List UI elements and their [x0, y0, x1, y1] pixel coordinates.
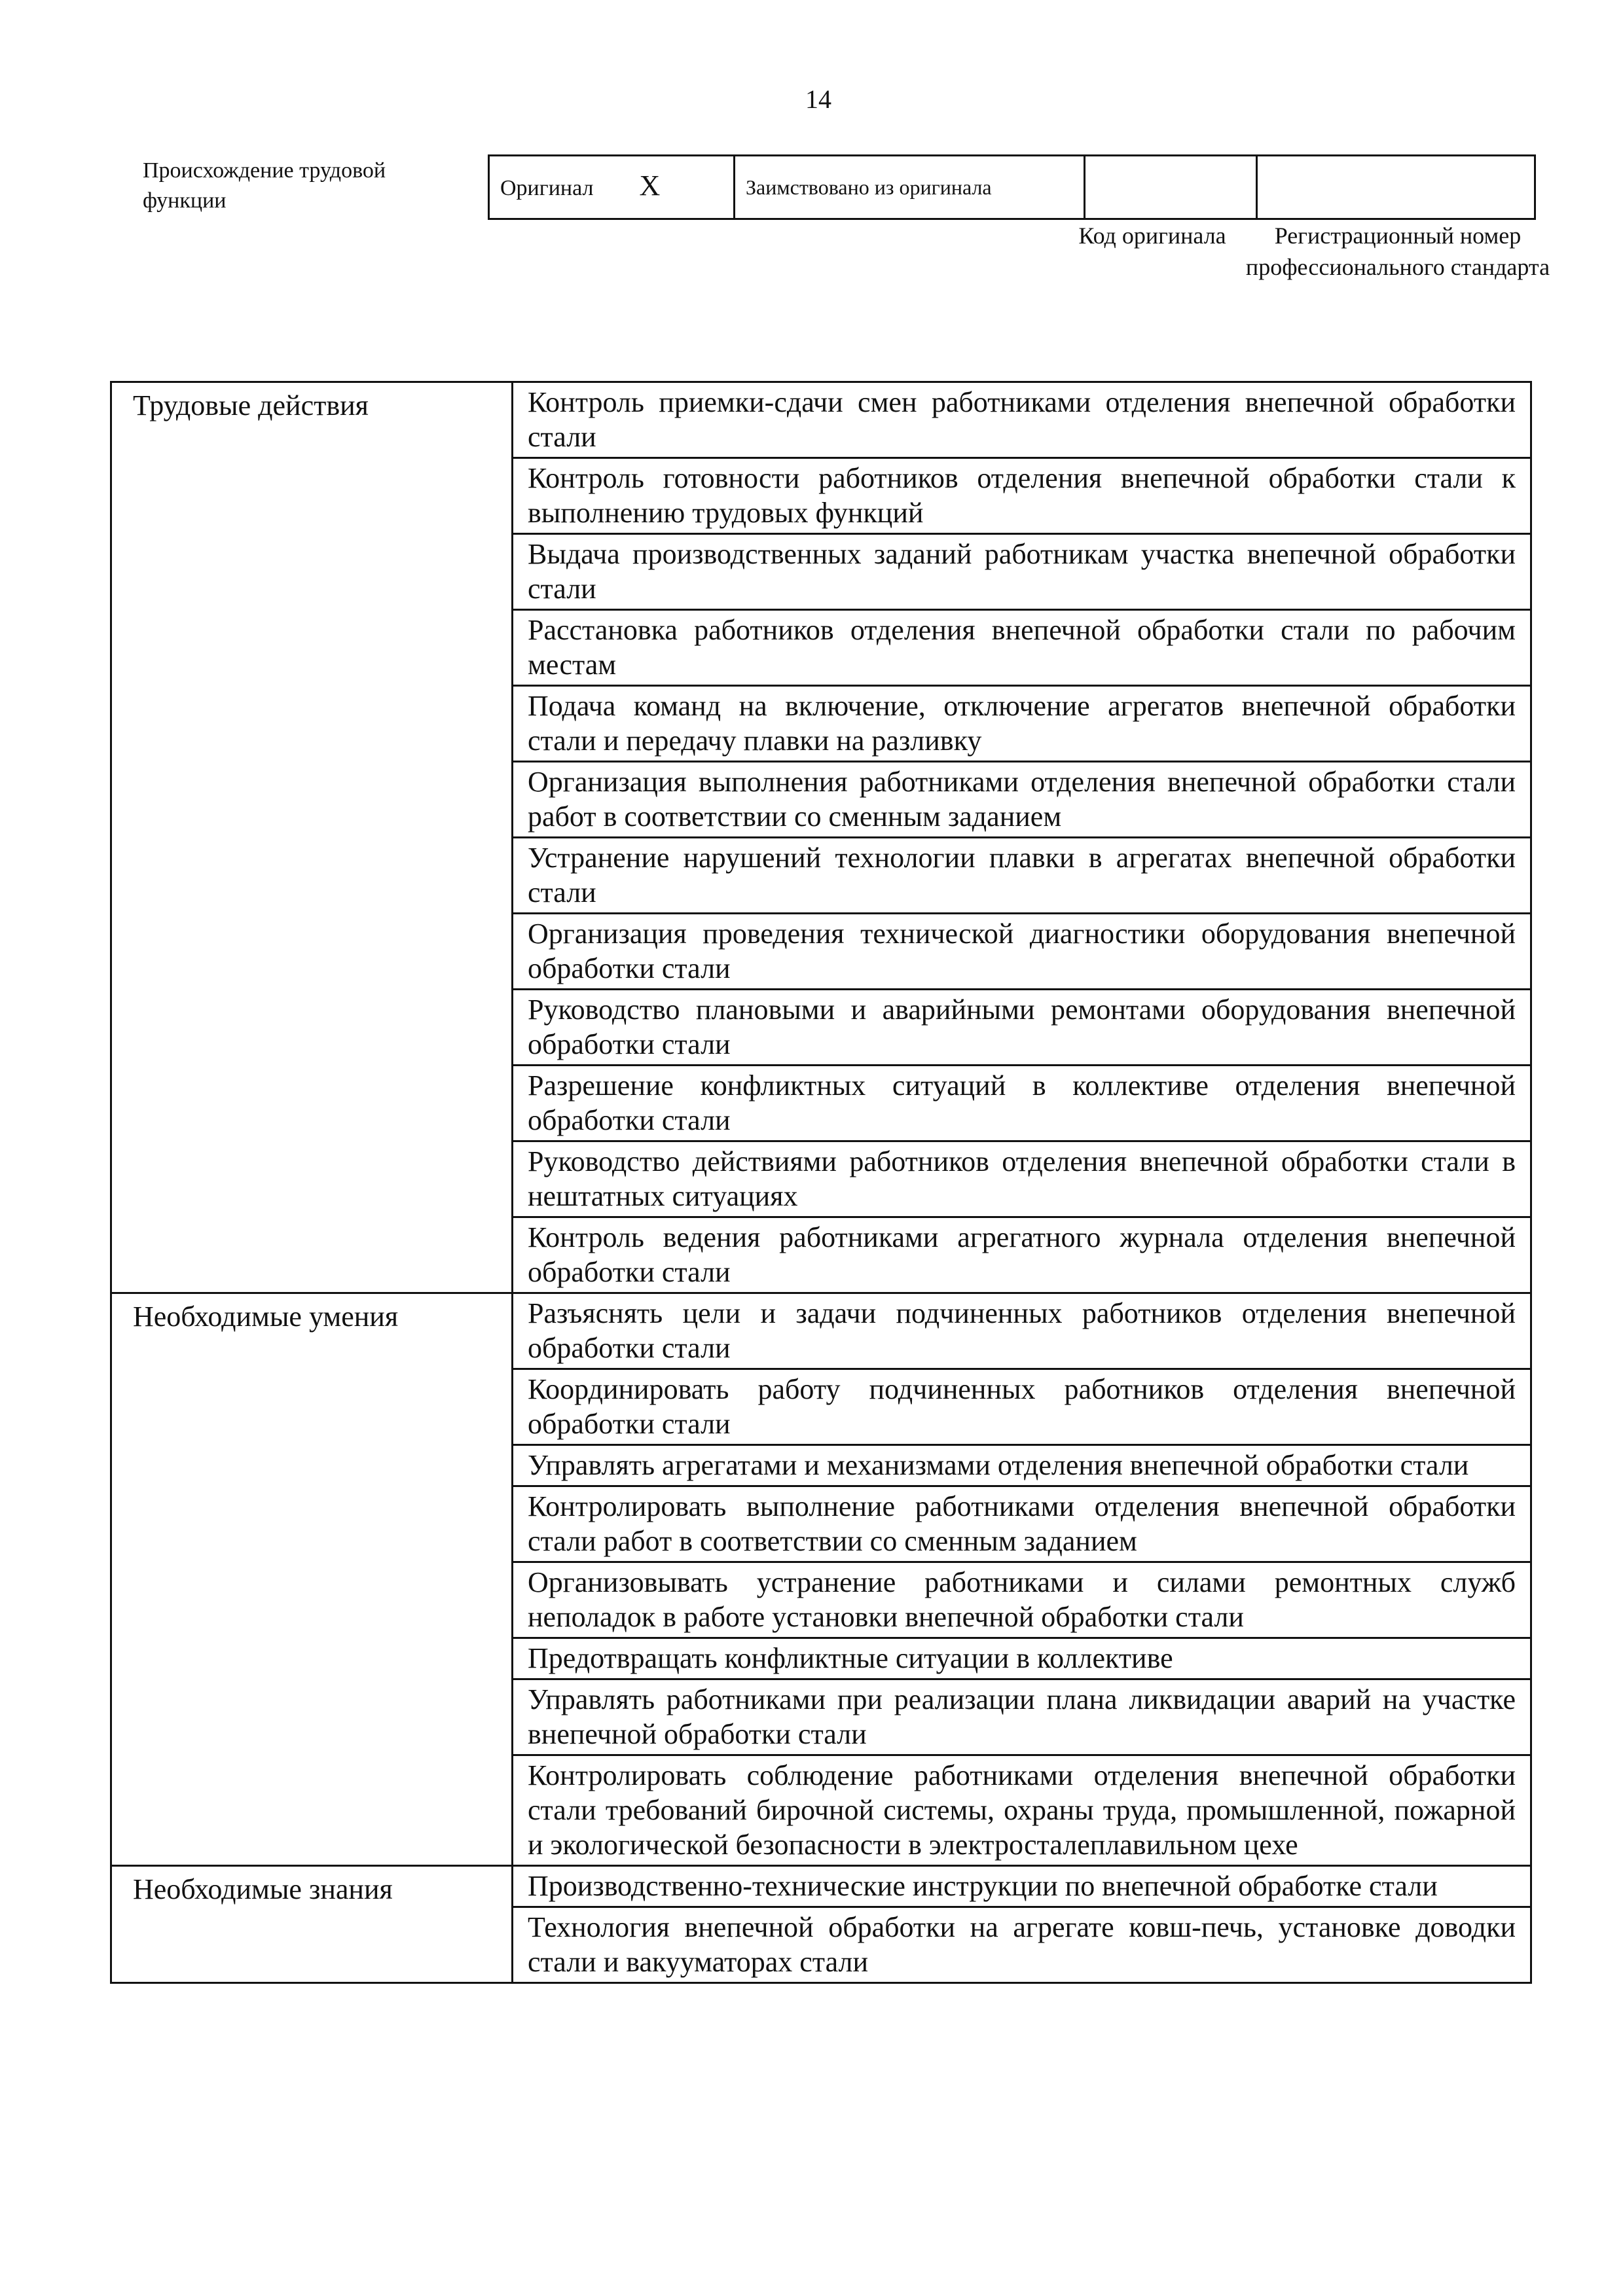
- origin-reg-caption: Регистрационный номер профессионального стандарта: [1245, 223, 1550, 280]
- section-item: Контроль приемки-сдачи смен работниками отделения внепечной обработки стали: [513, 382, 1531, 458]
- section-item: Расстановка работников отделения внепечной обработки стали по рабочим местам: [513, 610, 1531, 686]
- section-item: Организация выполнения работниками отделения внепечной обработки стали работ в соответствии со сменным заданием: [513, 762, 1531, 838]
- section-item: Координировать работу подчиненных работников отделения внепечной обработки стали: [513, 1369, 1531, 1445]
- section-item: Предотвращать конфликтные ситуации в коллективе: [513, 1638, 1531, 1679]
- origin-borrowed-cell: [735, 156, 1085, 219]
- section-item: Руководство плановыми и аварийными ремонтами оборудования внепечной обработки стали: [513, 990, 1531, 1066]
- section-item: Контроль готовности работников отделения внепечной обработки стали к выполнению трудовых функций: [513, 458, 1531, 534]
- section-item: Технология внепечной обработки на агрегате ковш-печь, установке доводки стали и вакууматорах стали: [513, 1907, 1531, 1983]
- table-row: [111, 1866, 1531, 1907]
- origin-borrowed-label: Заимствовано из оригинала: [746, 175, 992, 199]
- section-item: Контролировать соблюдение работниками отделения внепечной обработки стали требований бирочной системы, охраны труда, промышленной, пожарной и экологической безопасности в электросталеплавильном цехе: [513, 1755, 1531, 1866]
- page-number: 14: [805, 84, 831, 114]
- labor-function-table: [110, 381, 1532, 1984]
- section-title: Необходимые знания: [111, 1866, 513, 1983]
- section-title: Трудовые действия: [111, 382, 513, 1293]
- section-item: Разъяснять цели и задачи подчиненных работников отделения внепечной обработки стали: [513, 1293, 1531, 1369]
- labor-function-table-body: [111, 382, 1531, 1983]
- origin-original-label: Оригинал: [500, 176, 594, 200]
- origin-code-caption: Код оригинала: [1078, 223, 1226, 249]
- section-item: Управлять агрегатами и механизмами отделения внепечной обработки стали: [513, 1445, 1531, 1486]
- section-item: Управлять работниками при реализации плана ликвидации аварий на участке внепечной обработки стали: [513, 1679, 1531, 1755]
- section-item: Руководство действиями работников отделения внепечной обработки стали в нештатных ситуациях: [513, 1141, 1531, 1217]
- section-item: Организация проведения технической диагностики оборудования внепечной обработки стали: [513, 914, 1531, 990]
- section-title: Необходимые умения: [111, 1293, 513, 1866]
- origin-table: [488, 154, 1536, 220]
- section-item: Организовывать устранение работниками и силами ремонтных служб неполадок в работе установки внепечной обработки стали: [513, 1562, 1531, 1638]
- origin-original-cell: [489, 156, 735, 219]
- origin-code-cell: [1085, 156, 1257, 219]
- section-item: Разрешение конфликтных ситуаций в коллективе отделения внепечной обработки стали: [513, 1066, 1531, 1141]
- section-item: Контролировать выполнение работниками отделения внепечной обработки стали работ в соответствии со сменным заданием: [513, 1486, 1531, 1562]
- origin-original-mark: X: [639, 170, 661, 202]
- section-item: Устранение нарушений технологии плавки в агрегатах внепечной обработки стали: [513, 838, 1531, 914]
- section-item: Контроль ведения работниками агрегатного журнала отделения внепечной обработки стали: [513, 1217, 1531, 1293]
- section-item: Выдача производственных заданий работникам участка внепечной обработки стали: [513, 534, 1531, 610]
- section-item: Подача команд на включение, отключение агрегатов внепечной обработки стали и передачу плавки на разливку: [513, 686, 1531, 762]
- origin-label: Происхождение трудовой функции: [143, 158, 386, 213]
- table-row: [111, 382, 1531, 458]
- origin-reg-cell: [1257, 156, 1535, 219]
- section-item: Производственно-технические инструкции по внепечной обработке стали: [513, 1866, 1531, 1907]
- table-row: [111, 1293, 1531, 1369]
